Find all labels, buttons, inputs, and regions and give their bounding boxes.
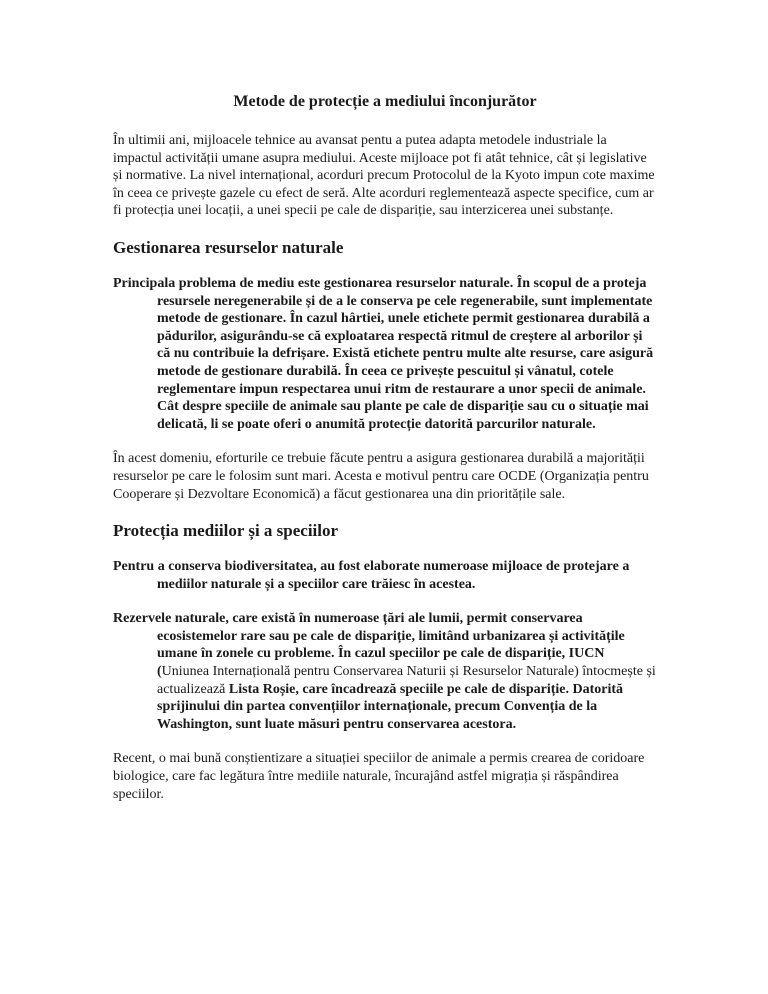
red-list-text-bold: Lista Roșie, care încadrează speciile pe cale de dispariție. Datorită sprijinului din partea convențiilor internaționale, precum Convenția de la Washington, sunt luate măsuri pentru conservarea acestora. — [157, 681, 624, 732]
section-heading-protection: Protecția mediilor și a speciilor — [113, 521, 339, 541]
document-page — [113, 86, 657, 821]
resources-bold-paragraph: Principala problema de mediu este gestionarea resurselor naturale. În scopul de a proteja resursele neregenerabile și de a le conserva pe cele regenerabile, sunt implementate metode de gestionare. În cazul hârtiei, unele etichete permit gestionarea durabilă a pădurilor, asigurându-se că exploatarea respectă ritmul de creștere al arborilor și că nu contribuie la defrișare. Există etichete pentru multe alte resurse, care asigură metode de gestionare durabilă. În ceea ce privește pescuitul și vânatul, cotele reglementare impun respectarea unui ritm de restaurare a unor specii de animale. Cât despre speciile de animale sau plante pe cale de dispariție sau cu o situație mai delicată, li se poate oferi o anumită protecție datorită parcurilor naturale. — [113, 275, 654, 432]
section-heading-resources: Gestionarea resurselor naturale — [113, 237, 344, 257]
protection-bold-paragraph: Pentru a conserva biodiversitatea, au fost elaborate numeroase mijloace de protejare a mediilor naturale și a speciilor care trăiesc în acestea. — [113, 559, 630, 592]
reserves-text-bold: Rezervele naturale, care există în numeroase țări ale lumii, permit conservarea ecosistemelor rare sau pe cale de dispariție, limitând urbanizarea și activitățile umane în zonele cu probleme. În cazul speciilor pe cale de dispariție, IUCN ( — [113, 611, 625, 680]
intro-paragraph: În ultimii ani, mijloacele tehnice au avansat pentu a putea adapta metodele industriale la impactul activității umane asupra mediului. Aceste mijloace pot fi atât tehnice, cât și legislative și normative. La nivel internațional, acorduri precum Protocolul de la Kyoto impun cote maxime în ceea ce privește gazele cu efect de seră. Alte acorduri reglementează aspecte specifice, cum ar fi protecția unei locații, a unei specii pe cale de dispariție, sau interzicerea unei substanțe. — [113, 133, 655, 219]
iucn-name-text: Uniunea Internațională pentru Conservarea Naturii și Resurselor Naturale) întocmește și actualizează — [157, 664, 656, 697]
reserves-paragraph — [113, 610, 657, 733]
document-title: Metode de protecție a mediului înconjurător — [233, 93, 537, 110]
corridors-paragraph: Recent, o mai bună conștientizare a situației speciilor de animale a permis crearea de coridoare biologice, care fac legătura între mediile naturale, încurajând astfel migrația și răspândirea speciilor. — [113, 751, 645, 802]
resources-paragraph: În acest domeniu, eforturile ce trebuie făcute pentru a asigura gestionarea durabilă a majorității resurselor pe care le folosim sunt mari. Acesta e motivul pentru care OCDE (Organizația pentru Cooperare și Dezvoltare Economică) a făcut gestionarea una din prioritățile sale. — [113, 451, 649, 502]
